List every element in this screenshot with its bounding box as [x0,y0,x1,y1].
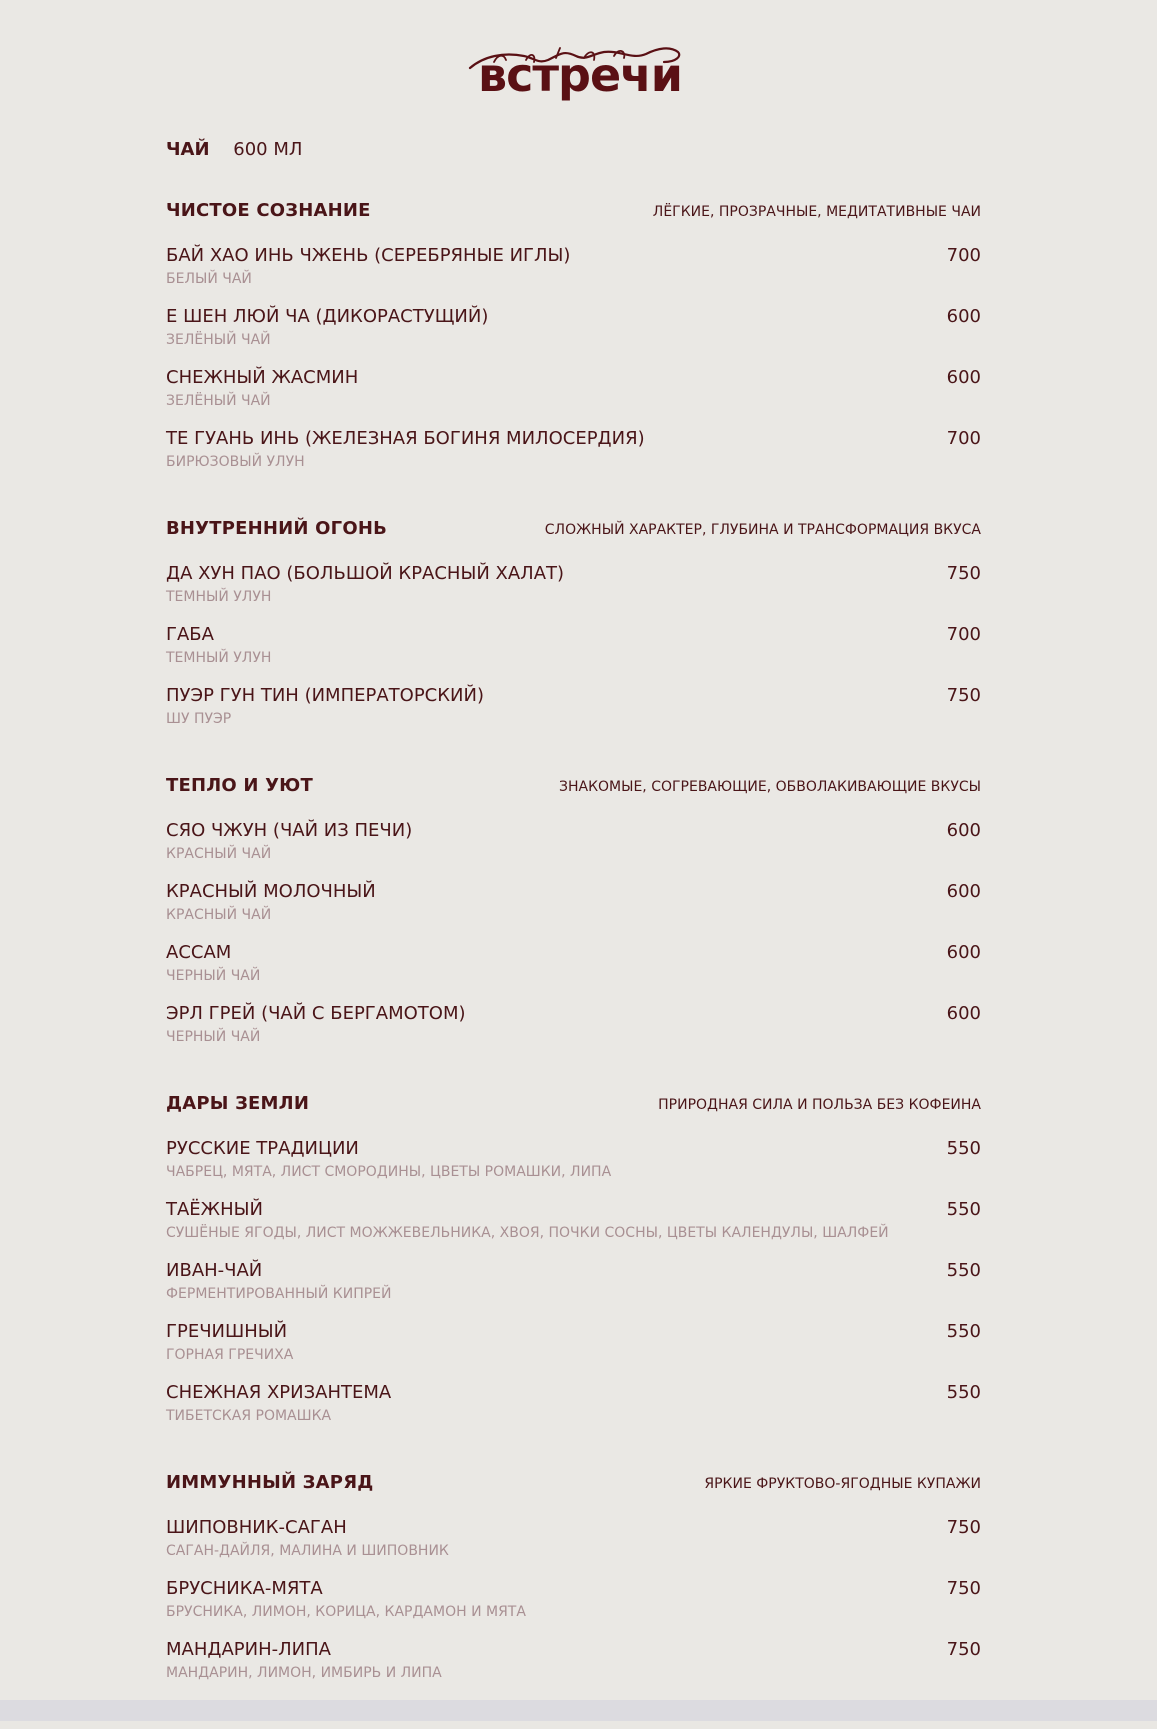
item-name: БАЙ ХАО ИНЬ ЧЖЕНЬ (СЕРЕБРЯНЫЕ ИГЛЫ) [166,245,571,266]
menu-header [166,139,302,160]
item-description: ГОРНАЯ ГРЕЧИХА [166,1347,294,1363]
item-price: 750 [946,1639,981,1660]
item-name: СНЕЖНЫЙ ЖАСМИН [166,367,359,388]
section-subtitle: ЛЁГКИЕ, ПРОЗРАЧНЫЕ, МЕДИТАТИВНЫЕ ЧАИ [652,204,981,220]
menu-section [166,518,981,746]
section-header [166,518,981,546]
menu-item [166,1517,981,1578]
item-price: 550 [946,1138,981,1159]
section-header [166,200,981,228]
item-price: 600 [946,1003,981,1024]
item-name: ЭРЛ ГРЕЙ (ЧАЙ С БЕРГАМОТОМ) [166,1003,466,1024]
menu-item [166,245,981,306]
menu-item [166,1382,981,1443]
item-price: 600 [946,306,981,327]
menu-category-title: ЧАЙ [166,139,210,160]
item-name: ШИПОВНИК-САГАН [166,1517,347,1538]
section-title: ИММУННЫЙ ЗАРЯД [166,1472,374,1493]
item-name: РУССКИЕ ТРАДИЦИИ [166,1138,359,1159]
item-description: ФЕРМЕНТИРОВАННЫЙ КИПРЕЙ [166,1286,392,1302]
item-description: ЧЕРНЫЙ ЧАЙ [166,968,261,984]
item-description: ЗЕЛЁНЫЙ ЧАЙ [166,393,271,409]
item-description: КРАСНЫЙ ЧАЙ [166,846,272,862]
item-name: БРУСНИКА-МЯТА [166,1578,323,1599]
section-header [166,1472,981,1500]
menu-item [166,942,981,1003]
item-name: СНЕЖНАЯ ХРИЗАНТЕМА [166,1382,392,1403]
item-price: 600 [946,881,981,902]
item-price: 750 [946,1578,981,1599]
item-price: 750 [946,685,981,706]
item-name: ДА ХУН ПАО (БОЛЬШОЙ КРАСНЫЙ ХАЛАТ) [166,563,565,584]
item-name: Е ШЕН ЛЮЙ ЧА (ДИКОРАСТУЩИЙ) [166,306,489,327]
item-price: 550 [946,1321,981,1342]
item-description: БЕЛЫЙ ЧАЙ [166,271,252,287]
item-name: МАНДАРИН-ЛИПА [166,1639,331,1660]
menu-item [166,1321,981,1382]
menu-item [166,428,981,489]
item-name: ТЕ ГУАНЬ ИНЬ (ЖЕЛЕЗНАЯ БОГИНЯ МИЛОСЕРДИЯ) [166,428,645,449]
section-subtitle: ЗНАКОМЫЕ, СОГРЕВАЮЩИЕ, ОБВОЛАКИВАЮЩИЕ ВКУСЫ [558,779,981,795]
menu-section [166,775,981,1064]
menu-item [166,1003,981,1064]
menu-item [166,306,981,367]
menu-sections [166,200,981,1729]
menu-item [166,563,981,624]
menu-item [166,1199,981,1260]
logo-wordmark: встречи [478,48,682,102]
menu-item [166,820,981,881]
item-name: ГАБА [166,624,214,645]
menu-item [166,367,981,428]
item-description: САГАН-ДАЙЛЯ, МАЛИНА И ШИПОВНИК [166,1543,449,1559]
item-price: 700 [946,428,981,449]
item-description: ЧАБРЕЦ, МЯТА, ЛИСТ СМОРОДИНЫ, ЦВЕТЫ РОМАШКИ, ЛИПА [166,1164,612,1180]
item-name: ТАЁЖНЫЙ [166,1199,263,1220]
item-price: 600 [946,820,981,841]
section-subtitle: ЯРКИЕ ФРУКТОВО-ЯГОДНЫЕ КУПАЖИ [704,1476,981,1492]
menu-item [166,1578,981,1639]
menu-item [166,624,981,685]
menu-section [166,200,981,489]
section-title: ВНУТРЕННИЙ ОГОНЬ [166,518,388,539]
section-header [166,1093,981,1121]
item-description: ЗЕЛЁНЫЙ ЧАЙ [166,332,271,348]
item-price: 700 [946,245,981,266]
item-name: ГРЕЧИШНЫЙ [166,1321,288,1342]
bottom-edge-strip [0,1700,1157,1721]
serving-volume: 600 МЛ [233,139,303,160]
item-description: ТИБЕТСКАЯ РОМАШКА [166,1408,332,1424]
item-description: ТЕМНЫЙ УЛУН [166,650,272,666]
menu-item [166,685,981,746]
menu-item [166,1639,981,1700]
section-title: ЧИСТОЕ СОЗНАНИЕ [166,200,371,221]
item-price: 600 [946,367,981,388]
item-description: ШУ ПУЭР [166,711,232,727]
section-title: ДАРЫ ЗЕМЛИ [166,1093,310,1114]
item-price: 600 [946,942,981,963]
item-description: БРУСНИКА, ЛИМОН, КОРИЦА, КАРДАМОН И МЯТА [166,1604,526,1620]
item-description: КРАСНЫЙ ЧАЙ [166,907,272,923]
item-price: 550 [946,1382,981,1403]
item-name: ИВАН-ЧАЙ [166,1260,263,1281]
item-price: 750 [946,1517,981,1538]
item-description: МАНДАРИН, ЛИМОН, ИМБИРЬ И ЛИПА [166,1665,442,1681]
item-name: АССАМ [166,942,232,963]
item-price: 550 [946,1199,981,1220]
section-subtitle: ПРИРОДНАЯ СИЛА И ПОЛЬЗА БЕЗ КОФЕИНА [658,1097,981,1113]
section-title: ТЕПЛО И УЮТ [166,775,313,796]
menu-item [166,881,981,942]
item-name: СЯО ЧЖУН (ЧАЙ ИЗ ПЕЧИ) [166,820,413,841]
item-name: ПУЭР ГУН ТИН (ИМПЕРАТОРСКИЙ) [166,685,484,706]
item-price: 550 [946,1260,981,1281]
item-description: СУШЁНЫЕ ЯГОДЫ, ЛИСТ МОЖЖЕВЕЛЬНИКА, ХВОЯ, ПОЧКИ СОСНЫ, ЦВЕТЫ КАЛЕНДУЛЫ, ШАЛФЕЙ [166,1225,889,1241]
item-description: ТЕМНЫЙ УЛУН [166,589,272,605]
menu-item [166,1260,981,1321]
item-description: БИРЮЗОВЫЙ УЛУН [166,454,305,470]
item-name: КРАСНЫЙ МОЛОЧНЫЙ [166,881,376,902]
item-price: 750 [946,563,981,584]
menu-section [166,1093,981,1443]
menu-section [166,1472,981,1700]
item-description: ЧЕРНЫЙ ЧАЙ [166,1029,261,1045]
menu-item [166,1138,981,1199]
section-header [166,775,981,803]
section-subtitle: СЛОЖНЫЙ ХАРАКТЕР, ГЛУБИНА И ТРАНСФОРМАЦИЯ ВКУСА [544,522,981,538]
item-price: 700 [946,624,981,645]
